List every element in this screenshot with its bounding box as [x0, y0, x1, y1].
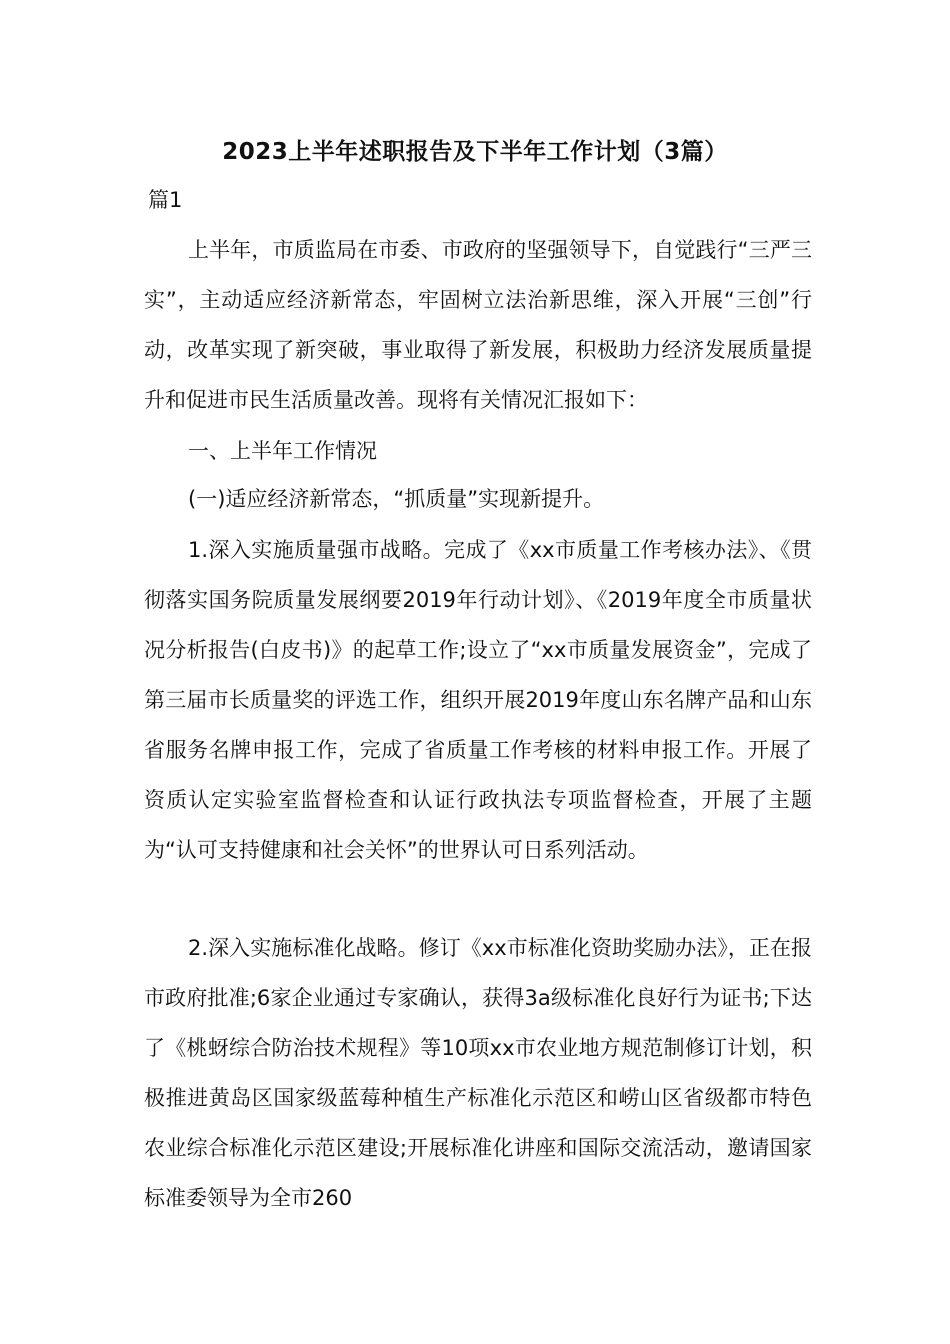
- section-label: 篇1: [148, 188, 183, 212]
- intro-paragraph: 上半年，市质监局在市委、市政府的坚强领导下，自觉践行“三严三实”，主动适应经济新常态，牢固树立法治新思维，深入开展“三创”行动，改革实现了新突破，事业取得了新发展，积极助力经济发展质量提升和促进市民生活质量改善。现将有关情况汇报如下：: [144, 238, 812, 412]
- item-1-paragraph: 1.深入实施质量强市战略。完成了《xx市质量工作考核办法》、《贯彻落实国务院质量发展纲要2019年行动计划》、《2019年度全市质量状况分析报告(白皮书)》的起草工作;设立了“xx市质量发展资金”，完成了第三届市长质量奖的评选工作，组织开展2019年度山东名牌产品和山东省服务名牌申报工作，完成了省质量工作考核的材料申报工作。开展了资质认定实验室监督检查和认证行政执法专项监督检查，开展了主题为“认可支持健康和社会关怀”的世界认可日系列活动。: [144, 538, 812, 862]
- item-2-paragraph: 2.深入实施标准化战略。修订《xx市标准化资助奖励办法》，正在报市政府批准;6家企业通过专家确认，获得3a级标准化良好行为证书;下达了《桃蚜综合防治技术规程》等10项xx市农业地方规范制修订计划，积极推进黄岛区国家级蓝莓种植生产标准化示范区和崂山区省级都市特色农业综合标准化示范区建设;开展标准化讲座和国际交流活动，邀请国家标准委领导为全市260: [144, 936, 812, 1210]
- section-heading-1: 一、上半年工作情况: [188, 439, 377, 463]
- section-heading-2: (一)适应经济新常态，“抓质量”实现新提升。: [188, 487, 605, 511]
- document-title: 2023上半年述职报告及下半年工作计划（3篇）: [222, 139, 728, 165]
